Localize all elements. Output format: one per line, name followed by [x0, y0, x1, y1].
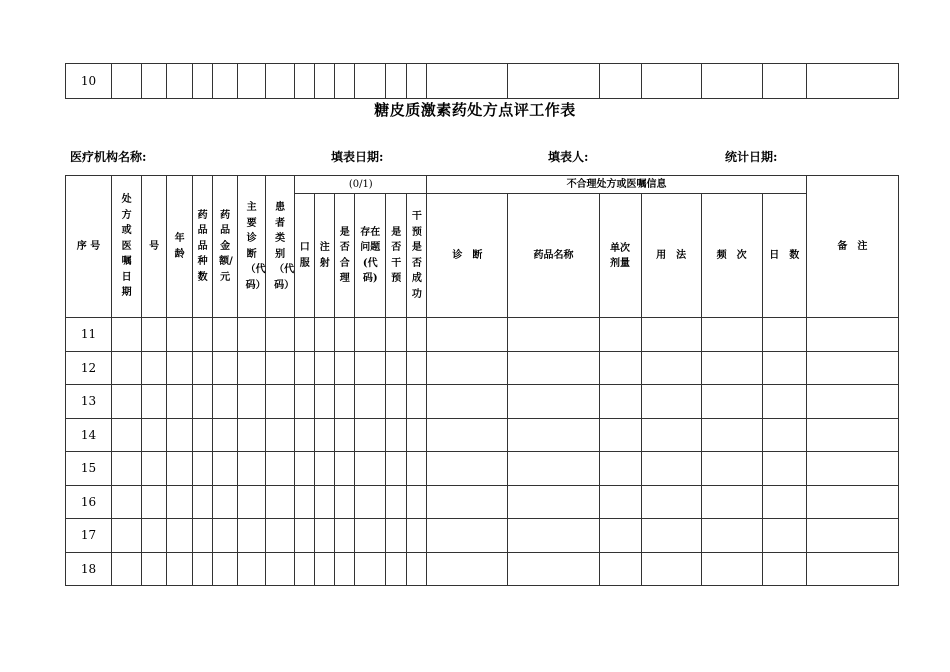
table-cell[interactable]: [213, 452, 238, 486]
header-usage: 用 法: [641, 194, 701, 318]
table-cell[interactable]: [701, 485, 762, 519]
table-row: [66, 385, 899, 419]
header-intervened: 是否干预: [386, 194, 407, 318]
table-cell[interactable]: [427, 418, 508, 452]
table-cell[interactable]: [238, 519, 266, 553]
table-cell[interactable]: [193, 351, 213, 385]
previous-table-row: [65, 63, 899, 99]
table-cell[interactable]: [167, 552, 193, 586]
table-cell[interactable]: [427, 519, 508, 553]
table-cell[interactable]: [142, 418, 167, 452]
table-cell[interactable]: [266, 485, 295, 519]
table-cell[interactable]: [701, 64, 762, 99]
table-cell[interactable]: [193, 64, 213, 99]
table-cell[interactable]: [701, 318, 762, 352]
table-cell[interactable]: [167, 418, 193, 452]
table-cell[interactable]: [599, 418, 641, 452]
table-cell[interactable]: [407, 485, 427, 519]
table-cell[interactable]: [599, 452, 641, 486]
table-cell[interactable]: [427, 318, 508, 352]
table-cell[interactable]: [335, 485, 355, 519]
table-cell[interactable]: [386, 318, 407, 352]
table-cell[interactable]: [112, 519, 142, 553]
table-cell[interactable]: [213, 418, 238, 452]
row-number: 12: [66, 351, 112, 385]
table-cell[interactable]: [213, 351, 238, 385]
review-table: [65, 175, 899, 586]
table-cell[interactable]: [193, 519, 213, 553]
table-cell[interactable]: [167, 519, 193, 553]
table-cell[interactable]: [407, 385, 427, 419]
header-unreasonable-group: 不合理处方或医嘱信息: [427, 176, 806, 194]
row-number: 13: [66, 385, 112, 419]
table-cell[interactable]: [335, 318, 355, 352]
table-cell[interactable]: [142, 519, 167, 553]
table-cell[interactable]: [806, 418, 898, 452]
table-cell[interactable]: [238, 485, 266, 519]
table-cell[interactable]: [295, 418, 315, 452]
table-cell[interactable]: [238, 452, 266, 486]
table-cell[interactable]: [641, 351, 701, 385]
header-flag-group: (0/1): [295, 176, 427, 194]
table-cell[interactable]: [508, 452, 599, 486]
header-days: 日 数: [762, 194, 806, 318]
table-cell[interactable]: [167, 318, 193, 352]
table-cell[interactable]: [142, 385, 167, 419]
table-cell[interactable]: [295, 318, 315, 352]
table-cell[interactable]: [335, 385, 355, 419]
table-cell[interactable]: [806, 519, 898, 553]
table-cell[interactable]: [641, 485, 701, 519]
table-cell[interactable]: [508, 519, 599, 553]
filler-label: 填表人:: [548, 150, 589, 164]
table-cell[interactable]: [407, 452, 427, 486]
table-cell[interactable]: [762, 552, 806, 586]
table-cell[interactable]: [112, 64, 142, 99]
header-diagnosis: 诊 断: [427, 194, 508, 318]
fill-date-label: 填表日期:: [331, 150, 384, 164]
table-cell[interactable]: [355, 552, 386, 586]
table-cell[interactable]: [238, 552, 266, 586]
table-cell[interactable]: [407, 519, 427, 553]
table-cell[interactable]: [167, 452, 193, 486]
table-cell[interactable]: [295, 385, 315, 419]
table-cell[interactable]: [641, 519, 701, 553]
table-cell[interactable]: [112, 318, 142, 352]
table-cell[interactable]: [508, 318, 599, 352]
table-cell[interactable]: [427, 385, 508, 419]
table-cell[interactable]: [806, 351, 898, 385]
table-cell[interactable]: [427, 351, 508, 385]
table-cell[interactable]: [355, 485, 386, 519]
table-cell[interactable]: [315, 351, 335, 385]
table-cell[interactable]: [701, 351, 762, 385]
table-cell[interactable]: [266, 351, 295, 385]
table-cell[interactable]: [167, 385, 193, 419]
table-cell[interactable]: [142, 318, 167, 352]
row-number: 11: [66, 318, 112, 352]
table-cell[interactable]: [266, 318, 295, 352]
table-cell[interactable]: [762, 385, 806, 419]
table-cell[interactable]: [112, 452, 142, 486]
row-number: 16: [66, 485, 112, 519]
table-cell[interactable]: [599, 519, 641, 553]
table-cell[interactable]: [701, 519, 762, 553]
table-cell[interactable]: [386, 485, 407, 519]
header-reasonable: 是否合理: [335, 194, 355, 318]
table-cell[interactable]: [315, 318, 335, 352]
table-cell[interactable]: [386, 519, 407, 553]
table-cell[interactable]: [295, 519, 315, 553]
table-cell[interactable]: [315, 418, 335, 452]
row-number: 17: [66, 519, 112, 553]
table-cell[interactable]: [315, 519, 335, 553]
table-cell[interactable]: [599, 385, 641, 419]
table-row: [66, 485, 899, 519]
table-cell[interactable]: [238, 351, 266, 385]
table-cell[interactable]: [599, 552, 641, 586]
table-cell[interactable]: [386, 64, 407, 99]
table-cell[interactable]: [641, 385, 701, 419]
table-cell[interactable]: [599, 351, 641, 385]
header-serial: 序 号: [66, 176, 112, 318]
table-cell[interactable]: [386, 552, 407, 586]
table-cell[interactable]: [762, 64, 806, 99]
table-cell[interactable]: [213, 64, 238, 99]
table-cell[interactable]: [806, 318, 898, 352]
table-cell[interactable]: [295, 64, 315, 99]
table-cell[interactable]: [295, 452, 315, 486]
table-cell[interactable]: [427, 552, 508, 586]
table-cell[interactable]: [762, 519, 806, 553]
table-cell[interactable]: [315, 385, 335, 419]
table-cell[interactable]: [641, 418, 701, 452]
stat-date-label: 统计日期:: [725, 150, 778, 164]
table-cell[interactable]: [427, 64, 508, 99]
table-cell[interactable]: [335, 418, 355, 452]
table-cell[interactable]: [599, 485, 641, 519]
header-problem: 存在问题(代码): [355, 194, 386, 318]
table-cell[interactable]: [762, 351, 806, 385]
table-cell[interactable]: [355, 418, 386, 452]
header-patient-type: 患者类别（代码）: [266, 176, 295, 318]
table-cell[interactable]: [355, 64, 386, 99]
header-number: 号: [142, 176, 167, 318]
header-age: 年龄: [167, 176, 193, 318]
header-intervention-success: 干预是否成功: [407, 194, 427, 318]
table-cell[interactable]: [641, 452, 701, 486]
header-oral: 口服: [295, 194, 315, 318]
table-cell[interactable]: [386, 351, 407, 385]
table-cell[interactable]: [806, 552, 898, 586]
table-cell[interactable]: [355, 385, 386, 419]
table-cell[interactable]: [701, 452, 762, 486]
table-cell[interactable]: [193, 318, 213, 352]
table-cell[interactable]: [213, 385, 238, 419]
table-cell[interactable]: [806, 385, 898, 419]
table-cell[interactable]: [315, 485, 335, 519]
table-cell[interactable]: [762, 418, 806, 452]
table-cell[interactable]: [701, 385, 762, 419]
table-cell[interactable]: [266, 418, 295, 452]
table-cell[interactable]: [295, 485, 315, 519]
table-cell[interactable]: [295, 552, 315, 586]
table-cell[interactable]: [701, 418, 762, 452]
table-cell[interactable]: [266, 385, 295, 419]
table-cell[interactable]: [407, 552, 427, 586]
table-cell[interactable]: [213, 552, 238, 586]
table-cell[interactable]: [238, 385, 266, 419]
table-cell[interactable]: [427, 452, 508, 486]
table-cell[interactable]: [355, 318, 386, 352]
row-number: 18: [66, 552, 112, 586]
table-cell[interactable]: [508, 64, 599, 99]
table-row: [66, 318, 899, 352]
table-cell[interactable]: [112, 351, 142, 385]
header-single-dose: 单次剂量: [599, 194, 641, 318]
table-cell[interactable]: [266, 519, 295, 553]
table-cell[interactable]: [238, 418, 266, 452]
header-main-diagnosis: 主要诊断（代码）: [238, 176, 266, 318]
table-cell[interactable]: [355, 351, 386, 385]
table-cell[interactable]: [266, 452, 295, 486]
table-row: [66, 351, 899, 385]
header-frequency: 频 次: [701, 194, 762, 318]
table-cell[interactable]: [386, 385, 407, 419]
table-cell[interactable]: [407, 64, 427, 99]
table-cell[interactable]: [599, 64, 641, 99]
table-cell[interactable]: [193, 485, 213, 519]
institution-label: 医疗机构名称:: [70, 150, 147, 164]
header-injection: 注射: [315, 194, 335, 318]
table-cell[interactable]: [167, 485, 193, 519]
table-cell[interactable]: [806, 64, 898, 99]
header-remarks: 备 注: [806, 176, 898, 318]
row-number: 15: [66, 452, 112, 486]
table-cell[interactable]: [193, 452, 213, 486]
table-cell[interactable]: [641, 64, 701, 99]
table-cell[interactable]: [762, 485, 806, 519]
table-cell[interactable]: [112, 552, 142, 586]
table-cell[interactable]: [335, 552, 355, 586]
table-cell[interactable]: [112, 385, 142, 419]
table-cell[interactable]: [508, 485, 599, 519]
table-cell[interactable]: [508, 385, 599, 419]
table-cell[interactable]: [701, 552, 762, 586]
table-cell[interactable]: [386, 418, 407, 452]
table-cell[interactable]: [295, 351, 315, 385]
table-cell[interactable]: [213, 485, 238, 519]
table-cell[interactable]: [806, 485, 898, 519]
table-cell[interactable]: [238, 64, 266, 99]
table-cell[interactable]: [112, 418, 142, 452]
table-cell[interactable]: [386, 452, 407, 486]
table-cell[interactable]: [167, 64, 193, 99]
header-drug-types: 药品品种数: [193, 176, 213, 318]
table-cell[interactable]: [599, 318, 641, 352]
table-cell[interactable]: [335, 351, 355, 385]
table-cell[interactable]: [508, 351, 599, 385]
table-cell[interactable]: [213, 318, 238, 352]
table-cell[interactable]: [762, 318, 806, 352]
table-cell[interactable]: [193, 418, 213, 452]
table-cell[interactable]: [355, 452, 386, 486]
table-cell[interactable]: [407, 318, 427, 352]
table-cell[interactable]: [315, 452, 335, 486]
table-cell[interactable]: [641, 318, 701, 352]
table-cell[interactable]: [335, 64, 355, 99]
table-cell[interactable]: [167, 351, 193, 385]
table-cell[interactable]: [238, 318, 266, 352]
header-rx-date: 处方或医嘱日期: [112, 176, 142, 318]
table-cell[interactable]: [335, 452, 355, 486]
table-cell[interactable]: [142, 351, 167, 385]
table-cell[interactable]: [355, 519, 386, 553]
table-cell[interactable]: [407, 418, 427, 452]
table-cell[interactable]: [213, 519, 238, 553]
table-cell[interactable]: [508, 552, 599, 586]
table-cell[interactable]: [193, 385, 213, 419]
table-cell[interactable]: [806, 452, 898, 486]
table-row: [66, 452, 899, 486]
table-cell[interactable]: [142, 485, 167, 519]
table-cell[interactable]: [112, 485, 142, 519]
table-cell[interactable]: [315, 552, 335, 586]
table-cell[interactable]: [142, 552, 167, 586]
table-cell[interactable]: [266, 552, 295, 586]
table-cell[interactable]: [508, 418, 599, 452]
header-drug-amount: 药品金额/元: [213, 176, 238, 318]
table-cell[interactable]: [641, 552, 701, 586]
header-drug-name: 药品名称: [508, 194, 599, 318]
table-cell[interactable]: [762, 452, 806, 486]
table-cell[interactable]: [427, 485, 508, 519]
table-cell[interactable]: [315, 64, 335, 99]
table-row: [66, 552, 899, 586]
table-cell[interactable]: [407, 351, 427, 385]
table-cell[interactable]: [142, 64, 167, 99]
table-cell[interactable]: [193, 552, 213, 586]
row-number: 10: [66, 64, 112, 99]
table-cell[interactable]: [266, 64, 295, 99]
row-number: 14: [66, 418, 112, 452]
table-row: [66, 418, 899, 452]
table-cell[interactable]: [335, 519, 355, 553]
page-title: 糖皮质激素药处方点评工作表: [374, 101, 576, 119]
table-row: [66, 519, 899, 553]
table-cell[interactable]: [142, 452, 167, 486]
